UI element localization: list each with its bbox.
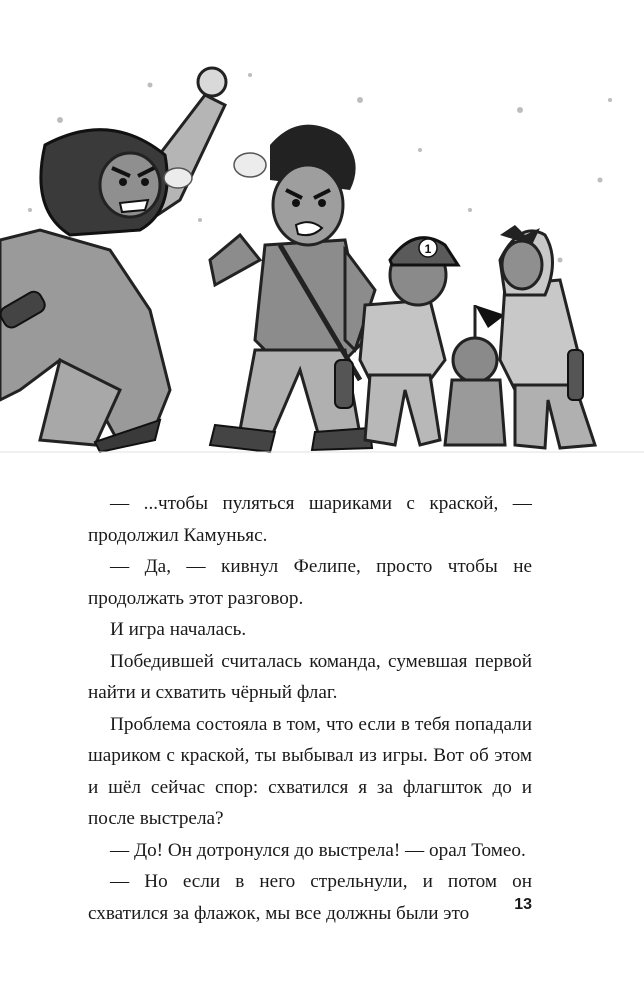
girl-raising-fist (0, 68, 226, 452)
shouting-boy (210, 125, 375, 452)
story-text (88, 488, 532, 929)
boy-with-flag (445, 305, 505, 445)
paragraph: И игра началась. (110, 619, 247, 640)
paragraph: Проблема состояла в том, что если в тебя попадали шариком с краской, ты выбывал из игры. Вот об этом и шёл сейчас спор: схватился я за флагшток до и после выстрела? (88, 713, 532, 829)
paragraph: — Но если в него стрельнули, и потом он схватился за флажок, мы все должны были это (88, 871, 532, 924)
paragraph: — До! Он дотронулся до выстрела! — орал Томео. (110, 839, 526, 861)
boy-in-hoodie (500, 225, 595, 448)
svg-text:1: 1 (424, 242, 432, 256)
children-in-snow-illustration (0, 60, 644, 455)
boy-with-cap (360, 238, 458, 445)
paragraph: — ...чтобы пуляться шариками с краской, — продолжил Камуньяс. (88, 493, 532, 546)
paragraph: Победившей считалась команда, сумевшая первой найти и схватить чёрный флаг. (88, 650, 532, 703)
paragraph: — Да, — кивнул Фелипе, просто чтобы не продолжать этот разговор. (88, 556, 532, 609)
page-number: 13 (514, 896, 532, 913)
